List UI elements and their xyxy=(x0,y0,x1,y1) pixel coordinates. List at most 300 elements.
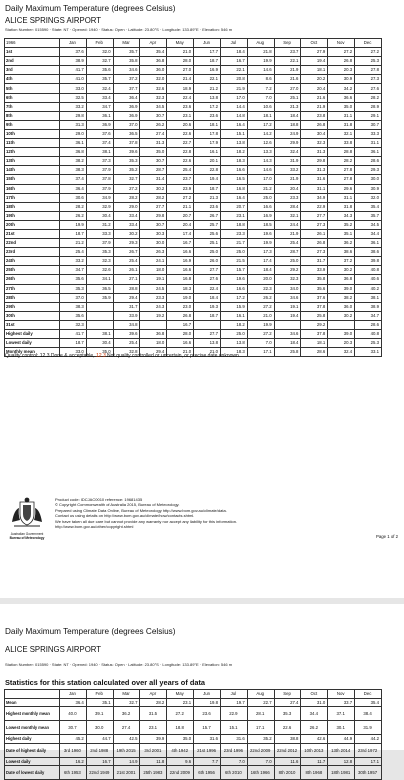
table-cell: 36.2 xyxy=(113,707,140,721)
table-cell: 21st 2001 xyxy=(113,766,140,780)
table-cell: 32.4 xyxy=(274,148,301,157)
copyright-line: © Copyright Commonwealth of Australia 2015, Bureau of Meteorology. xyxy=(55,502,180,508)
table-cell: 25.0 xyxy=(247,193,274,202)
table-cell: 25.4 xyxy=(113,257,140,266)
table-cell: 22.1 xyxy=(274,57,301,66)
row-label: Date of highest daily xyxy=(5,743,60,757)
table-row xyxy=(5,184,382,193)
table-cell: 26.8 xyxy=(328,57,355,66)
table-cell: 44.2 xyxy=(355,735,382,744)
table-cell: 21st 1996 xyxy=(194,743,221,757)
row-label: Mean xyxy=(5,698,60,707)
table-cell: 13th 2014 xyxy=(328,743,355,757)
table-cell: 20.4 xyxy=(301,84,328,93)
table-cell: 17.2 xyxy=(247,120,274,129)
table-cell: 25.3 xyxy=(355,57,382,66)
table-cell: 27.4 xyxy=(140,129,167,138)
row-label: 12th xyxy=(5,148,60,157)
table-cell: 36.4 xyxy=(60,698,87,707)
table-cell: 33.7 xyxy=(328,698,355,707)
month-header: Nov xyxy=(328,690,355,699)
table-cell: 27.8 xyxy=(328,175,355,184)
table-cell: 19.4 xyxy=(301,57,328,66)
table-row xyxy=(5,698,382,707)
table-cell: 17.1 xyxy=(355,757,382,766)
table-cell: 36.0 xyxy=(140,66,167,75)
row-label: Monthly mean xyxy=(5,348,60,357)
table-cell: 38.9 xyxy=(355,302,382,311)
table-cell: 37.9 xyxy=(86,166,113,175)
table-cell: 21.1 xyxy=(167,202,194,211)
table-cell: 18.2 xyxy=(220,148,247,157)
table-cell: 38.8 xyxy=(274,735,301,744)
row-label: 18th xyxy=(5,202,60,211)
table-cell: 19.1 xyxy=(274,302,301,311)
table-cell: 26.7 xyxy=(194,211,221,220)
table-cell: 30.2 xyxy=(328,311,355,320)
copyright-link[interactable]: http://www.bom.gov.au/other/copyright.shtml xyxy=(55,524,134,530)
table-row xyxy=(5,293,382,302)
table-cell: 37.6 xyxy=(60,48,87,57)
month-header: May xyxy=(167,39,194,48)
table-cell: 22.6 xyxy=(274,721,301,735)
table-cell: 20.4 xyxy=(274,184,301,193)
table-cell: 31.7 xyxy=(113,302,140,311)
table-cell: 16.5 xyxy=(220,175,247,184)
table-cell: 8th 2010 xyxy=(274,766,301,780)
table-cell: 29.4 xyxy=(113,293,140,302)
row-label: 2nd xyxy=(5,57,60,66)
table-cell: 19.4 xyxy=(274,311,301,320)
month-header: Jun xyxy=(194,39,221,48)
table-cell: 31.8 xyxy=(328,202,355,211)
table-cell: 40.8 xyxy=(355,266,382,275)
table-cell: 3rd 1960 xyxy=(60,743,87,757)
table-cell: 26.2 xyxy=(301,721,328,735)
table-cell: 35.6 xyxy=(60,311,87,320)
table-cell: 25.1 xyxy=(274,93,301,102)
page-number: Page 1 of 2 xyxy=(376,534,398,539)
table-cell: 31.3 xyxy=(301,166,328,175)
table-cell: 23.3 xyxy=(274,193,301,202)
table-cell: 32.9 xyxy=(86,202,113,211)
table-cell: 27.4 xyxy=(113,721,140,735)
table-cell: 38.3 xyxy=(60,302,87,311)
table-cell: 27.9 xyxy=(301,48,328,57)
table-cell: 27.7 xyxy=(194,330,221,339)
station-statistics-table xyxy=(4,689,382,780)
table-cell: 29.0 xyxy=(60,129,87,138)
table-cell: 31.1 xyxy=(355,139,382,148)
table-cell: 26.8 xyxy=(301,239,328,248)
table-row xyxy=(5,735,382,744)
table-row xyxy=(5,330,382,339)
table-cell: 21.3 xyxy=(274,102,301,111)
table-cell: 25.4 xyxy=(113,339,140,348)
table-cell: 21.2 xyxy=(247,184,274,193)
table-cell: 34.7 xyxy=(86,102,113,111)
table-cell: 35.8 xyxy=(113,57,140,66)
table-cell: 29.8 xyxy=(140,211,167,220)
table-cell: 36.8 xyxy=(140,57,167,66)
table-cell: 36.1 xyxy=(60,139,87,148)
table-cell: 27.4 xyxy=(274,698,301,707)
table-cell: 14.9 xyxy=(113,757,140,766)
table-cell: 28.6 xyxy=(355,320,382,329)
disclaimer-line: We have taken all due care but cannot provide any warranty nor accept any liability for this information. xyxy=(55,518,238,524)
table-cell: 21.9 xyxy=(274,229,301,238)
table-cell: 22.7 xyxy=(167,139,194,148)
table-cell: 35.6 xyxy=(301,284,328,293)
table-cell: 16.7 xyxy=(167,320,194,329)
row-label: 6th xyxy=(5,93,60,102)
table-cell: 18.1 xyxy=(301,339,328,348)
month-header: Jul xyxy=(220,690,247,699)
table-cell: 27.2 xyxy=(247,330,274,339)
table-cell: 41.0 xyxy=(60,75,87,84)
table-cell: 18.3 xyxy=(167,284,194,293)
table-cell: 30.7 xyxy=(355,120,382,129)
table-cell: 39.8 xyxy=(355,257,382,266)
table-cell: 34.6 xyxy=(113,66,140,75)
table-cell: 24.4 xyxy=(274,220,301,229)
table-cell: 28.2 xyxy=(355,93,382,102)
table-cell: 37.4 xyxy=(86,139,113,148)
month-header: Dec xyxy=(355,690,382,699)
row-label: 17th xyxy=(5,193,60,202)
table-cell: 10th 2013 xyxy=(301,743,328,757)
table-cell: 32.4 xyxy=(328,348,355,357)
row-label: 31st xyxy=(5,320,60,329)
table-cell: 29.3 xyxy=(355,166,382,175)
table-cell: 18.0 xyxy=(140,339,167,348)
table-cell: 27.7 xyxy=(301,211,328,220)
row-label: Lowest daily xyxy=(5,757,60,766)
table-cell: 27.3 xyxy=(301,248,328,257)
table-cell: 19.9 xyxy=(247,57,274,66)
table-cell: 31.1 xyxy=(328,111,355,120)
table-row xyxy=(5,266,382,275)
table-row xyxy=(5,75,382,84)
row-label: Highest monthly mean xyxy=(5,707,60,721)
table-cell: 38.3 xyxy=(60,166,87,175)
table-cell: 28.2 xyxy=(140,193,167,202)
table-row xyxy=(5,239,382,248)
table-cell: 24.3 xyxy=(140,302,167,311)
table-cell: 39.6 xyxy=(113,148,140,157)
table-cell: 31.0 xyxy=(301,698,328,707)
table-cell: 16.6 xyxy=(247,202,274,211)
table-cell: 33.8 xyxy=(328,139,355,148)
table-cell: 38.2 xyxy=(328,293,355,302)
table-cell: 27.6 xyxy=(194,275,221,284)
stats-title: Statistics for this station calculated over all years of data xyxy=(5,678,206,687)
table-cell: 7.0 xyxy=(247,339,274,348)
table-row xyxy=(5,148,382,157)
table-cell: 16.6 xyxy=(167,248,194,257)
table-cell: 18.1 xyxy=(247,111,274,120)
table-cell: 25.1 xyxy=(194,239,221,248)
table-cell: 22nd 1949 xyxy=(86,766,113,780)
row-label: Highest daily xyxy=(5,735,60,744)
table-cell: 39.1 xyxy=(86,707,113,721)
month-header: Sep xyxy=(274,39,301,48)
table-cell: 16.8 xyxy=(167,275,194,284)
month-header: Aug xyxy=(247,39,274,48)
table-cell: 18.7 xyxy=(60,339,87,348)
table-cell: 22.9 xyxy=(301,202,328,211)
table-cell: 34.3 xyxy=(328,211,355,220)
row-label: 26th xyxy=(5,275,60,284)
table-cell: 23rd 1996 xyxy=(220,743,247,757)
table-cell: 11.8 xyxy=(140,757,167,766)
month-header: Sep xyxy=(274,690,301,699)
month-header: Mar xyxy=(113,39,140,48)
table-cell: 31.9 xyxy=(274,157,301,166)
year-cell: 1966 xyxy=(5,39,60,48)
row-label: 23rd xyxy=(5,248,60,257)
table-cell: 16.6 xyxy=(167,339,194,348)
table-cell: 18.4 xyxy=(247,266,274,275)
table-cell: 37.8 xyxy=(301,302,328,311)
table-cell: 37.0 xyxy=(113,120,140,129)
table-cell: 35.3 xyxy=(86,248,113,257)
table-cell: 32.0 xyxy=(86,48,113,57)
table-cell: 31.5 xyxy=(140,707,167,721)
table-cell: 25.0 xyxy=(274,257,301,266)
table-cell: 14.6 xyxy=(247,166,274,175)
table-cell: 16.1 xyxy=(194,148,221,157)
table-cell: 35.2 xyxy=(328,220,355,229)
table-cell: 23.6 xyxy=(194,111,221,120)
table-cell: 23.8 xyxy=(301,111,328,120)
table-cell: 18.9 xyxy=(167,84,194,93)
table-cell: 19.9 xyxy=(247,320,274,329)
table-cell: 32.7 xyxy=(113,175,140,184)
table-cell: 18.1 xyxy=(301,66,328,75)
table-cell: 36.1 xyxy=(355,148,382,157)
table-cell: 39.9 xyxy=(140,735,167,744)
table-cell: 34.2 xyxy=(328,84,355,93)
table-cell: 21.9 xyxy=(274,66,301,75)
table-cell: 25.0 xyxy=(220,330,247,339)
crest-label-bureau: Bureau of Meteorology xyxy=(9,536,45,540)
table-cell: 30.6 xyxy=(60,193,87,202)
row-label: 14th xyxy=(5,166,60,175)
table-cell: 12.6 xyxy=(247,139,274,148)
table-row xyxy=(5,257,382,266)
qc-bad-text: Not quality controlled or uncertain, or precise date unknown xyxy=(107,353,239,359)
qc-good-text: Done & acceptable, xyxy=(50,353,95,359)
table-row xyxy=(5,157,382,166)
table-cell: 31.6 xyxy=(194,735,221,744)
table-cell: 33.2 xyxy=(60,102,87,111)
table-cell: 20.3 xyxy=(328,66,355,75)
table-cell: 33.0 xyxy=(60,84,87,93)
table-cell: 38.6 xyxy=(355,248,382,257)
table-cell: 28.0 xyxy=(167,57,194,66)
table-cell: 31.3 xyxy=(301,148,328,157)
table-cell: 14.3 xyxy=(247,157,274,166)
table-cell: 2nd 1988 xyxy=(86,743,113,757)
table-cell: 29.2 xyxy=(301,320,328,329)
table-cell: 17.2 xyxy=(194,102,221,111)
table-cell: 31.6 xyxy=(220,735,247,744)
month-header-row xyxy=(5,39,382,48)
table-row xyxy=(5,220,382,229)
qc-prefix: Quality control: xyxy=(5,353,39,359)
table-cell: 35.2 xyxy=(113,166,140,175)
month-header: Oct xyxy=(301,690,328,699)
row-label: 5th xyxy=(5,84,60,93)
prepared-line: Prepared using Climate Data Online, Bureau of Meteorology http://www.bom.gov.au/climate/data. xyxy=(55,507,227,513)
table-cell: 37.9 xyxy=(86,239,113,248)
row-label: 29th xyxy=(5,302,60,311)
table-cell: 36.8 xyxy=(328,275,355,284)
table-row xyxy=(5,339,382,348)
table-cell: 34.7 xyxy=(355,311,382,320)
table-row xyxy=(5,766,382,780)
table-cell: 37.8 xyxy=(86,175,113,184)
table-cell: 35.1 xyxy=(328,229,355,238)
table-cell: 21.3 xyxy=(194,193,221,202)
table-cell: 22nd 2009 xyxy=(247,743,274,757)
table-cell: 20.7 xyxy=(220,202,247,211)
row-label: 1st xyxy=(5,48,60,57)
table-cell: 27.0 xyxy=(167,66,194,75)
table-cell: 25th 1983 xyxy=(140,766,167,780)
table-cell: 17.9 xyxy=(194,139,221,148)
row-label: 4th xyxy=(5,75,60,84)
table-cell: 21.5 xyxy=(220,257,247,266)
table-cell: 38.1 xyxy=(86,148,113,157)
table-cell: 30.0 xyxy=(355,175,382,184)
table-cell: 30.4 xyxy=(86,211,113,220)
table-cell: 19.7 xyxy=(220,698,247,707)
table-cell: 28.2 xyxy=(328,157,355,166)
table-cell: 38.4 xyxy=(355,707,382,721)
table-cell: 32.7 xyxy=(86,57,113,66)
table-cell: 22.9 xyxy=(220,707,247,721)
table-cell: 25.4 xyxy=(274,239,301,248)
table-cell: 22.6 xyxy=(167,157,194,166)
table-cell: 36.9 xyxy=(86,120,113,129)
table-cell: 32.7 xyxy=(113,698,140,707)
table-cell: 45.2 xyxy=(60,735,87,744)
table-cell: 28.7 xyxy=(140,166,167,175)
table-cell: 36.2 xyxy=(328,239,355,248)
month-header: Feb xyxy=(86,39,113,48)
table-cell: 19.6 xyxy=(247,229,274,238)
table-cell: 29.3 xyxy=(113,239,140,248)
table-cell: 29.6 xyxy=(328,184,355,193)
table-cell: 8th 1968 xyxy=(301,766,328,780)
table-cell xyxy=(274,320,301,329)
table-cell: 31.1 xyxy=(301,184,328,193)
table-cell: 38.6 xyxy=(328,248,355,257)
table-cell: 27.2 xyxy=(167,193,194,202)
table-cell: 28.6 xyxy=(355,157,382,166)
row-label: Lowest daily xyxy=(5,339,60,348)
table-cell: 35.2 xyxy=(247,735,274,744)
table-cell: 31.9 xyxy=(355,721,382,735)
table-cell: 18.7 xyxy=(194,311,221,320)
row-label: 24th xyxy=(5,257,60,266)
table-cell: 26.7 xyxy=(113,248,140,257)
row-label: 7th xyxy=(5,102,60,111)
table-cell: 22.4 xyxy=(167,93,194,102)
table-cell: 15.7 xyxy=(220,266,247,275)
table-cell: 42.6 xyxy=(301,735,328,744)
table-cell: 26.0 xyxy=(194,257,221,266)
month-header: Aug xyxy=(247,690,274,699)
table-cell: 33.3 xyxy=(86,229,113,238)
table-cell: 16.7 xyxy=(220,57,247,66)
row-label: 9th xyxy=(5,120,60,129)
blank-corner-cell xyxy=(5,690,60,699)
table-cell: 33.4 xyxy=(86,93,113,102)
month-header: Mar xyxy=(113,690,140,699)
table-cell: 17.8 xyxy=(194,129,221,138)
table-cell: 22.3 xyxy=(247,284,274,293)
table-cell: 37.9 xyxy=(86,184,113,193)
table-cell: 35.3 xyxy=(113,157,140,166)
table-row xyxy=(5,193,382,202)
table-cell: 42.5 xyxy=(113,735,140,744)
table-cell: 18.4 xyxy=(274,111,301,120)
table-row xyxy=(5,84,382,93)
table-cell: 13.8 xyxy=(220,339,247,348)
table-cell: 27.7 xyxy=(140,202,167,211)
table-cell: 34.4 xyxy=(355,229,382,238)
table-row xyxy=(5,139,382,148)
table-cell: 32.6 xyxy=(140,84,167,93)
table-cell: 16.9 xyxy=(167,257,194,266)
table-cell: 27.2 xyxy=(328,48,355,57)
table-cell: 18.7 xyxy=(60,229,87,238)
table-cell xyxy=(86,311,113,320)
row-label: 21st xyxy=(5,229,60,238)
table-cell: 28.2 xyxy=(140,698,167,707)
table-cell: 16.9 xyxy=(194,66,221,75)
table-cell: 23.9 xyxy=(167,184,194,193)
table-row xyxy=(5,93,382,102)
table-cell: 40.6 xyxy=(355,275,382,284)
table-cell: 13.8 xyxy=(194,339,221,348)
table-cell: 16.4 xyxy=(220,120,247,129)
table-cell: 23.3 xyxy=(140,293,167,302)
table-cell: 23.0 xyxy=(167,302,194,311)
table-cell: 19.1 xyxy=(140,275,167,284)
table-cell: 35.6 xyxy=(86,66,113,75)
table-cell: 28.4 xyxy=(274,202,301,211)
table-row xyxy=(5,248,382,257)
table-cell: 26.3 xyxy=(140,248,167,257)
station-info: Station Number: 015590 · State: NT · Opened: 1940 · Status: Open · Latitude: 23.80°S · Longitude: 133.89°E · Elevation: 546 m xyxy=(5,662,233,667)
table-cell: 28.7 xyxy=(274,248,301,257)
table-cell: 24.1 xyxy=(140,257,167,266)
table-cell: 34.0 xyxy=(274,284,301,293)
month-header: Nov xyxy=(328,39,355,48)
table-cell: 22.8 xyxy=(167,148,194,157)
table-cell: 27.2 xyxy=(167,707,194,721)
table-cell: 28.2 xyxy=(60,202,87,211)
table-cell xyxy=(86,320,113,329)
table-cell: 18.2 xyxy=(220,320,247,329)
table-cell: 26.8 xyxy=(301,120,328,129)
table-cell xyxy=(194,320,221,329)
table-cell: 30.9 xyxy=(328,75,355,84)
